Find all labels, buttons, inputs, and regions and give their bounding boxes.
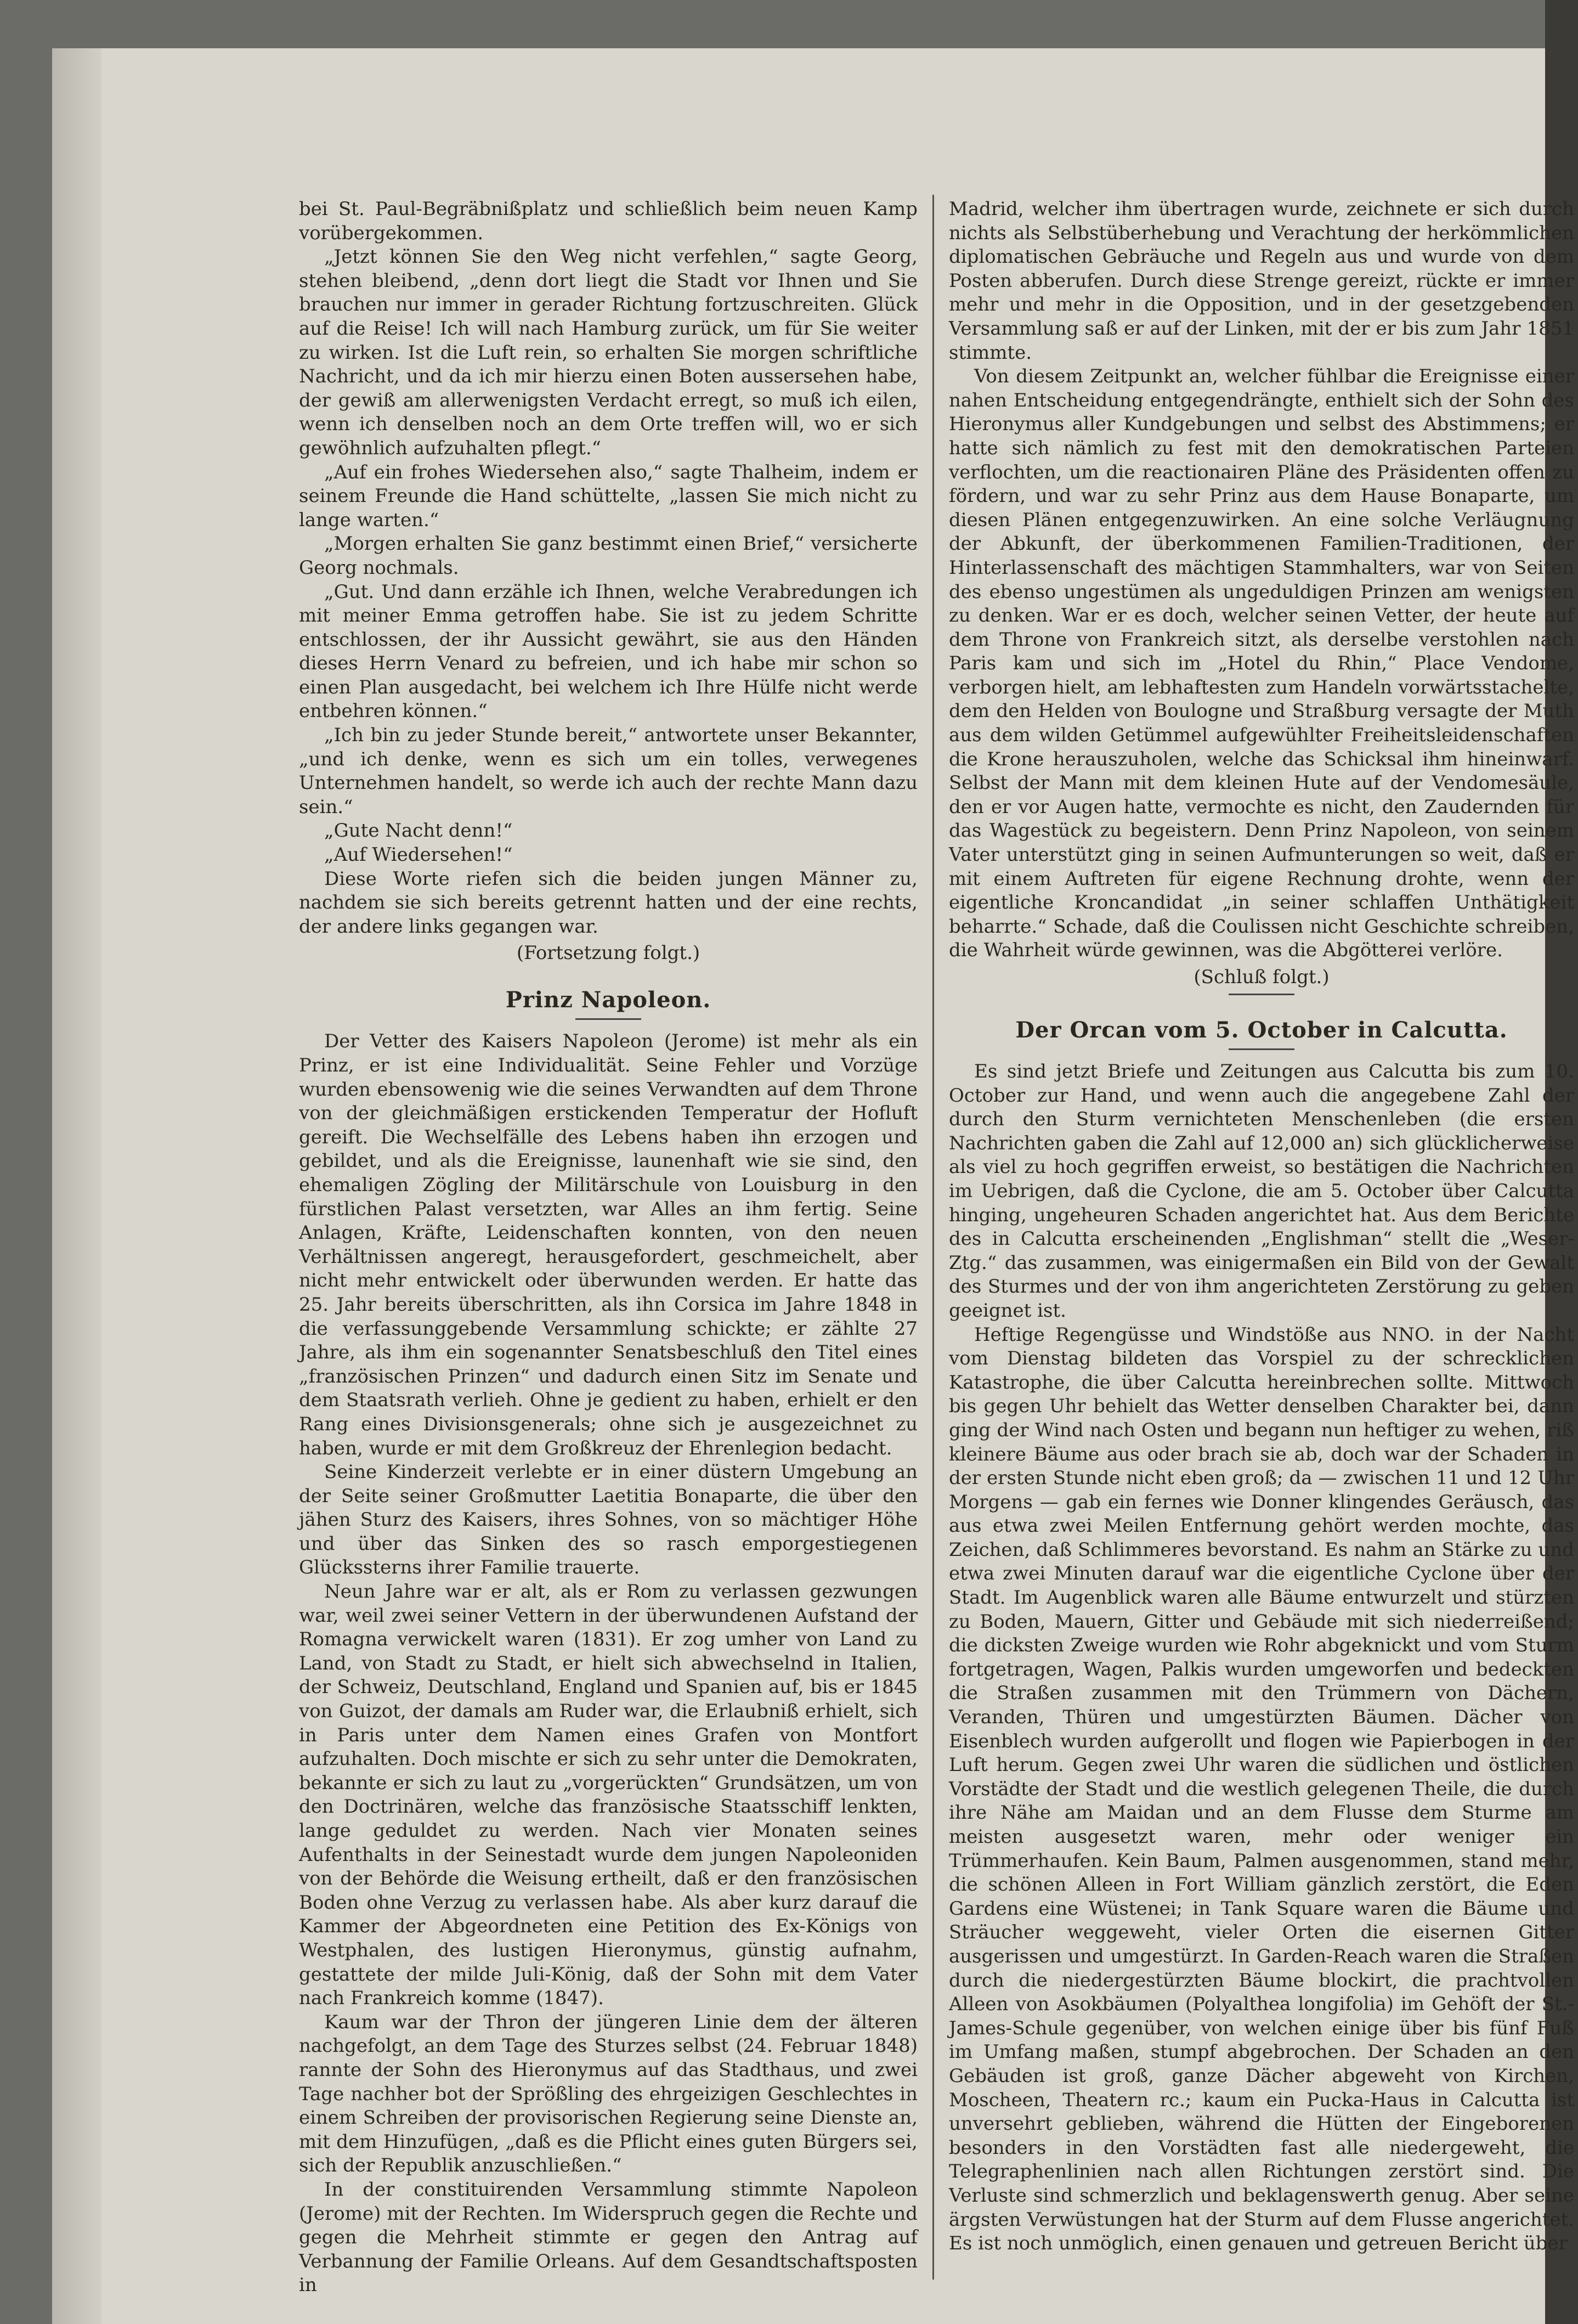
column-rule <box>932 195 934 2280</box>
continued-note: (Fortsetzung folgt.) <box>516 942 700 964</box>
paragraph: „Ich bin zu jeder Stunde bereit,“ antwortete unser Bekannter, „und ich denke, wenn es sich um ein tolles, verwegenes Unternehmen handelt, so werde ich auch der rechte Mann dazu sein.“ <box>299 724 918 818</box>
article-title-orcan: Der Orcan vom 5. October in Calcutta. <box>1015 1017 1508 1043</box>
paragraph: Neun Jahre war er alt, als er Rom zu verlassen gezwungen war, weil zwei seiner Vettern in der überwundenen Aufstand der Romagna verwickelt waren (1831). Er zog umher von Land zu Land, von Stadt zu Stadt, er hielt sich abwechselnd in Italien, der Schweiz, Deutschland, England und Spanien auf, bis er 1845 von Guizot, der damals am Ruder war, die Erlaubniß erhielt, sich in Paris unter dem Namen eines Grafen von Montfort aufzuhalten. Doch mischte er sich zu sehr unter die Demokraten, bekannte er sich zu laut zu „vorgerückten“ Grundsätzen, um von den Doctrinären, welche das französische Staatsschiff lenkten, lange geduldet zu werden. Nach vier Monaten seines Aufenthalts in der Seinestadt wurde dem jungen Napoleoniden von der Behörde die Weisung ertheilt, daß er den französischen Boden ohne Verzug zu verlassen habe. Als aber kurz darauf die Kammer der Abgeordneten eine Petition des Ex-Königs von Westphalen, des lustigen Hieronymus, günstig aufnahm, gestattete der milde Juli-König, daß der Sohn mit dem Vater nach Frankreich komme (1847). <box>299 1581 918 2010</box>
paragraph: Es sind jetzt Briefe und Zeitungen aus Calcutta bis zum 10. October zur Hand, und wenn auch die angegebene Zahl der durch den Sturm vernichteten Menschenleben (die ersten Nachrichten gaben die Zahl auf 12,000 an) sich glücklicherweise als viel zu hoch gegriffen erweist, so bestätigen die Nachrichten im Uebrigen, daß die Cyclone, die am 5. October über Calcutta hinging, ungeheuren Schaden angerichtet hat. Aus dem Berichte des in Calcutta erscheinenden „Englishman“ stellt die „Weser-Ztg.“ das zusammen, was einigermaßen ein Bild von der Gewalt des Sturmes und der von ihm angerichteten Zerstörung zu geben geeignet ist. <box>949 1061 1574 1322</box>
paragraph: „Gute Nacht denn!“ <box>324 820 513 842</box>
paragraph: „Auf Wiedersehen!“ <box>324 844 513 866</box>
paragraph: „Jetzt können Sie den Weg nicht verfehlen,“ sagte Georg, stehen bleibend, „denn dort liegt die Stadt vor Ihnen und Sie brauchen nur immer in gerader Richtung fortzuschreiten. Glück auf die Reise! Ich will nach Hamburg zurück, um für Sie weiter zu wirken. Ist die Luft rein, so erhalten Sie morgen schriftliche Nachricht, und da ich mir hierzu einen Boten aussersehen habe, der gewiß am allerwenigsten Verdacht erregt, so muß ich eilen, wenn ich denselben noch an dem Orte treffen will, wo er sich gewöhnlich aufzuhalten pflegt.“ <box>299 246 918 459</box>
article-title-prinz-napoleon: Prinz Napoleon. <box>505 987 711 1013</box>
paragraph: In der constituirenden Versammlung stimmte Napoleon (Jerome) mit der Rechten. Im Widerspruch gegen die Rechte und gegen die Mehrheit stimmte er gegen den Antrag auf Verbannung der Familie Orleans. Auf dem Gesandtschaftsposten in <box>299 2178 918 2297</box>
paragraph: Der Vetter des Kaisers Napoleon (Jerome) ist mehr als ein Prinz, er ist eine Individualität. Seine Fehler und Vorzüge wurden ebensowenig wie die seines Verwandten auf dem Throne von der gleichmäßigen erstickenden Temperatur der Hofluft gereift. Die Wechselfälle des Lebens haben ihn erzogen und gebildet, und als die Ereignisse, launenhaft wie sie sind, den ehemaligen Zögling der Militärschule von Louisburg in den fürstlichen Palast versetzten, war Alles an ihm fertig. Seine Anlagen, Kräfte, Leidenschaften konnten, von den neuen Verhältnissen angeregt, herausgefordert, geschmeichelt, aber nicht mehr entwickelt oder überwunden werden. Er hatte das 25. Jahr bereits überschritten, als ihn Corsica im Jahre 1848 in die verfassunggebende Versammlung schickte; er zählte 27 Jahre, als ihm ein sogenannter Senatsbeschluß den Titel eines „französischen Prinzen“ und dadurch einen Sitz im Senate und dem Staatsrath verlieh. Ohne je gedient zu haben, erhielt er den Rang eines Divisionsgenerals; ohne sich je ausgezeichnet zu haben, wurde er mit dem Großkreuz der Ehrenlegion bedacht. <box>299 1030 918 1459</box>
binding-edge <box>52 48 101 2324</box>
article-continuation-prinz-napoleon <box>949 198 1574 963</box>
paragraph: Diese Worte riefen sich die beiden jungen Männer zu, nachdem sie sich bereits getrennt hatten und der eine rechts, der andere links gegangen war. <box>299 867 918 938</box>
left-column <box>299 198 918 2298</box>
story-continuation <box>299 198 918 939</box>
article-body-prinz-napoleon <box>299 1030 918 2297</box>
paragraph: Heftige Regengüsse und Windstöße aus NNO. in der Nacht vom Dienstag bildeten das Vorspiel zu der schrecklichen Katastrophe, die über Calcutta hereinbrechen sollte. Mittwoch bis gegen Uhr behielt das Wetter denselben Charakter bei, dann ging der Wind nach Osten und begann nun heftiger zu wehen, riß kleinere Bäume aus oder brach sie ab, doch war der Schaden in der ersten Stunde nicht eben groß; da — zwischen 11 und 12 Uhr Morgens — gab ein fernes wie Donner klingendes Geräusch, das aus etwa zwei Meilen Entfernung gehört werden mochte, das Zeichen, daß Schlimmeres bevorstand. Es nahm an Stärke zu und etwa zwei Minuten darauf war die eigentliche Cyclone über der Stadt. Im Augenblick waren alle Bäume entwurzelt und stürzten zu Boden, Mauern, Gitter und Gebäude mit sich niederreißend; die dicksten Zweige wurden wie Rohr abgeknickt und vom Sturm fortgetragen, Wagen, Palkis wurden umgeworfen und bedeckten die Straßen zusammen mit den Trümmern von Dächern, Veranden, Thüren und umgestürzten Bäumen. Dächer von Eisenblech wurden aufgerollt und flogen wie Papierbogen in der Luft herum. Gegen zwei Uhr waren die südlichen und östlichen Vorstädte der Stadt und die westlich gelegenen Theile, die durch ihre Nähe am Maidan und an dem Flusse dem Sturme am meisten ausgesetzt waren, mehr oder weniger ein Trümmerhaufen. Kein Baum, Palmen ausgenommen, stand mehr, die schönen Alleen in Fort William gänzlich zerstört, die Eden Gardens eine Wüstenei; in Tank Square waren die Bäume und Sträucher weggeweht, vieler Orten die eisernen Gitter ausgerissen und umgestürzt. In Garden-Reach waren die Straßen durch die niedergestürzten Bäume blockirt, die prachtvollen Alleen von Asokbäumen (Polyalthea longifolia) im Gehöft der St.-James-Schule gegenüber, von welchen einige über bis fünf Fuß im Umfang maßen, stumpf abgebrochen. Der Schaden an den Gebäuden ist groß, ganze Dächer abgeweht von Kirchen, Moscheen, Theatern rc.; kaum ein Pucka-Haus in Calcutta ist unversehrt geblieben, während die Hütten der Eingeborenen besonders in den Vorstädten fast alle niedergeweht, die Telegraphenlinien nach allen Richtungen zerstört sind. Die Verluste sind schmerzlich und beklagenswerth genug. Aber seine ärgsten Verwüstungen hat der Sturm auf dem Flusse angerichtet. Es ist noch unmöglich, einen genauen und getreuen Bericht über <box>949 1323 1574 2255</box>
paragraph: „Morgen erhalten Sie ganz bestimmt einen Brief,“ versicherte Georg nochmals. <box>299 533 918 579</box>
paragraph: bei St. Paul-Begräbnißplatz und schließlich beim neuen Kamp vorübergekommen. <box>299 198 918 244</box>
title-rule <box>575 1018 641 1020</box>
paragraph: Kaum war der Thron der jüngeren Linie dem der älteren nachgefolgt, an dem Tage des Sturzes selbst (24. Februar 1848) rannte der Sohn des Hieronymus auf das Stadthaus, und zwei Tage nachher bot der Sprößling des ehrgeizigen Geschlechtes in einem Schreiben der provisorischen Regierung seine Dienste an, mit dem Hinzufügen, „daß es die Pflicht eines guten Bürgers sei, sich der Republik anzuschließen.“ <box>299 2011 918 2177</box>
right-column <box>949 198 1574 2256</box>
paragraph: „Gut. Und dann erzähle ich Ihnen, welche Verabredungen ich mit meiner Emma getroffen habe. Sie ist zu jedem Schritte entschlossen, der ihr Aussicht gewährt, sie aus den Händen dieses Herrn Venard zu befreien, und ich habe mir schon so einen Plan ausgedacht, bei welchem ich Ihre Hülfe nicht werde entbehren können.“ <box>299 580 918 723</box>
paragraph: Madrid, welcher ihm übertragen wurde, zeichnete er sich durch nichts als Selbstüberhebung und Verachtung der herkömmlichen diplomatischen Gebräuche und Regeln aus und wurde von dem Posten abberufen. Durch diese Strenge gereizt, rückte er immer mehr und mehr in die Opposition, und in der gesetzgebenden Versammlung saß er auf der Linken, mit der er bis zum Jahr 1851 stimmte. <box>949 198 1574 364</box>
section-rule <box>1229 994 1294 995</box>
article-body-orcan <box>949 1060 1574 2256</box>
paragraph: Seine Kinderzeit verlebte er in einer düstern Umgebung an der Seite seiner Großmutter Laetitia Bonaparte, die über den jähen Sturz des Kaisers, ihres Sohnes, von so mächtiger Höhe und über das Sinken des so rasch emporgestiegenen Glückssterns ihrer Familie trauerte. <box>299 1461 918 1579</box>
paragraph: „Auf ein frohes Wiedersehen also,“ sagte Thalheim, indem er seinem Freunde die Hand schüttelte, „lassen Sie mich nicht zu lange warten.“ <box>299 461 918 531</box>
title-rule <box>1229 1048 1294 1050</box>
concluded-note: (Schluß folgt.) <box>1194 966 1330 988</box>
paragraph: Von diesem Zeitpunkt an, welcher fühlbar die Ereignisse einer nahen Entscheidung entgegendrängte, enthielt sich der Sohn des Hieronymus aller Kundgebungen und selbst des Abstimmens; er hatte sich nämlich zu fest mit den demokratischen Parteien verflochten, um die reactionairen Pläne des Präsidenten offen zu fördern, und war zu sehr Prinz aus dem Hause Bonaparte, um diesen Plänen entgegenzuwirken. An eine solche Verläugnung der Abkunft, der überkommenen Familien-Traditionen, der Hinterlassenschaft des mächtigen Stammhalters, war von Seiten des ebenso ungestümen als ungeduldigen Prinzen am wenigsten zu denken. War er es doch, welcher seinen Vetter, der heute auf dem Throne von Frankreich sitzt, als derselbe verstohlen nach Paris kam und sich im „Hotel du Rhin,“ Place Vendome, verborgen hielt, am lebhaftesten zum Handeln vorwärtsstachelte, dem den Helden von Boulogne und Straßburg versagte der Muth aus dem wilden Getümmel aufgewühlter Freiheitsleidenschaften die Krone herauszuholen, welche das Schicksal ihm hineinwarf. Selbst der Mann mit dem kleinen Hute auf der Vendomesäule, den er vor Augen hatte, vermochte es nicht, den Zaudernden für das Wagestück zu begeistern. Denn Prinz Napoleon, von seinem Vater unterstützt ging in seinen Aufmunterungen so weit, daß er mit einem Auftreten für eigene Rechnung drohte, wenn der eigentliche Kroncandidat „in seiner schlaffen Unthätigkeit beharrte.“ Schade, daß die Coulissen nicht Geschichte schreiben, die Wahrheit würde gewinnen, was die Abgötterei verlöre. <box>949 365 1574 962</box>
